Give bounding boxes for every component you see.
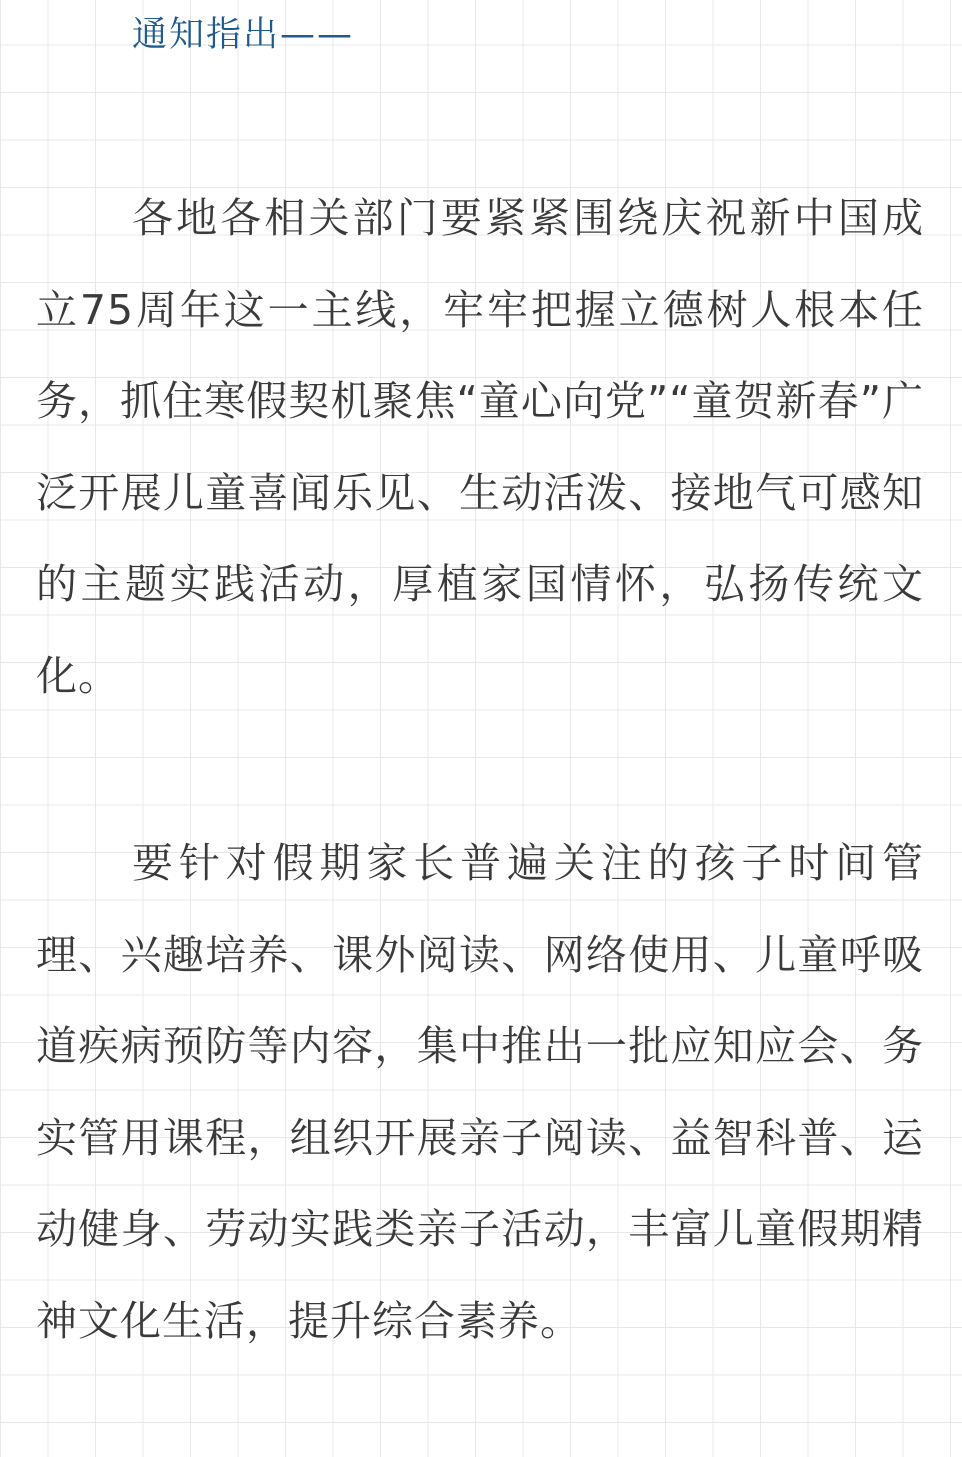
article-body [36, 0, 924, 1367]
section-heading: 通知指出—— [132, 15, 355, 55]
paragraph-1: 各地各相关部门要紧紧围绕庆祝新中国成立75周年这一主线，牢牢把握立德树人根本任务，抓住寒假契机聚焦“童心向党”“童贺新春”广泛开展儿童喜闻乐见、生动活泼、接地气可感知的主题实践活动，厚植家国情怀，弘扬传统文化。 [36, 194, 924, 700]
paragraph-2: 要针对假期家长普遍关注的孩子时间管理、兴趣培养、课外阅读、网络使用、儿童呼吸道疾病预防等内容，集中推出一批应知应会、务实管用课程，组织开展亲子阅读、益智科普、运动健身、劳动实践类亲子活动，丰富儿童假期精神文化生活，提升综合素养。 [36, 839, 924, 1345]
